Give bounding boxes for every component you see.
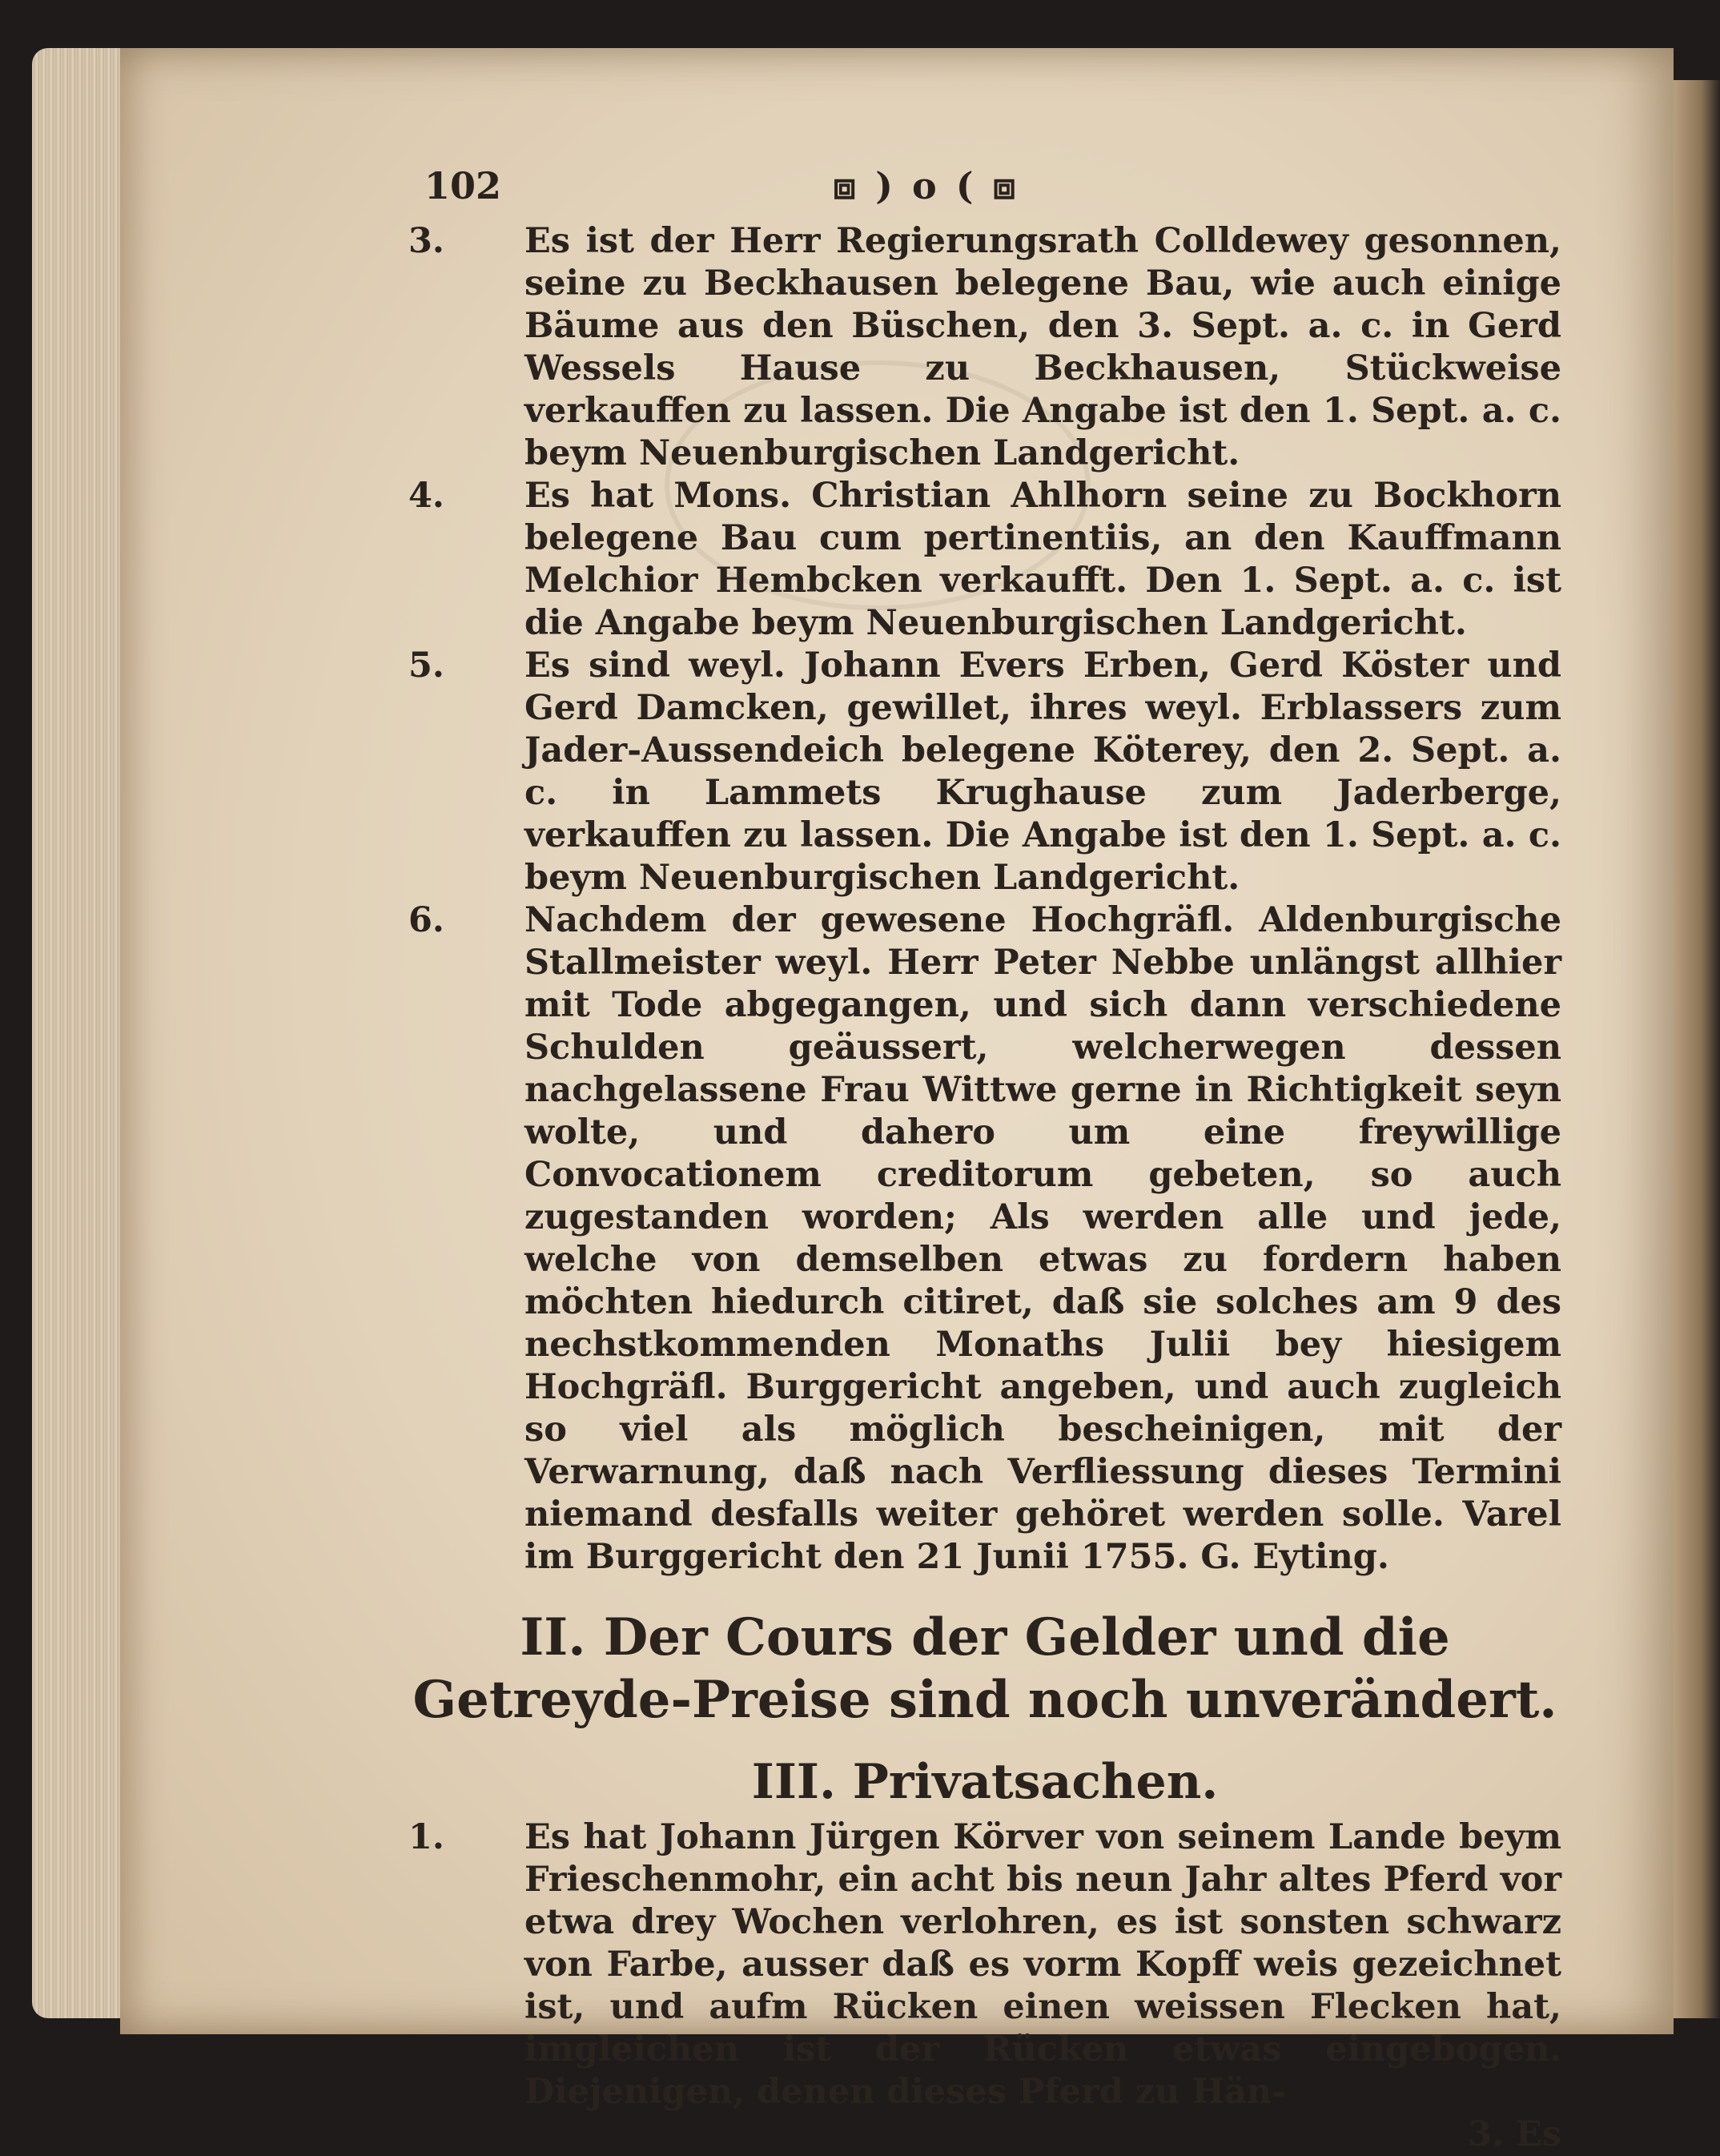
private-item-1 xyxy=(408,1816,1561,2114)
notice-item-3 xyxy=(408,220,1561,475)
page-number: 102 xyxy=(424,164,502,207)
item-number: 3. xyxy=(408,221,444,261)
section-heading-2: II. Der Cours der Gelder und die Getreyde-Preise sind noch unverändert. xyxy=(412,1607,1557,1730)
notice-item-4 xyxy=(408,475,1561,645)
section-heading-3: III. Privatsachen. xyxy=(751,1754,1219,1810)
item-text: Es hat Mons. Christian Ahlhorn seine zu Bockhorn belegene Bau cum pertinentiis, an den Kauffmann Melchior Hembcken verkaufft. Den 1. Sept. a. c. ist die Angabe beym Neuenburgischen Landgericht. xyxy=(524,476,1561,643)
page-header xyxy=(424,164,1658,220)
notice-item-5 xyxy=(408,645,1561,899)
book-page-edges xyxy=(32,48,128,2018)
notice-item-6 xyxy=(408,899,1561,1579)
item-text: Es hat Johann Jürgen Körver von seinem Lande beym Frieschenmohr, ein acht bis neun Jahr altes Pferd vor etwa drey Wochen verlohren, es ist sonsten schwarz von Farbe, ausser daß es vorm Kopff weis gezeichnet ist, und aufm Rücken einen weissen Flecken hat, imgleichen ist der Rücken etwas eingebogen. Diejenigen, denen dieses Pferd zu Hän- xyxy=(524,1817,1561,2112)
item-number: 4. xyxy=(408,476,444,516)
item-text: Es sind weyl. Johann Evers Erben, Gerd Köster und Gerd Damcken, gewillet, ihres weyl. Erblassers zum Jader-Aussendeich belegene Köterey, den 2. Sept. a. c. in Lammets Krughause zum Jaderberge, verkauffen zu lassen. Die Angabe ist den 1. Sept. a. c. beym Neuenburgischen Landgericht. xyxy=(524,646,1561,898)
item-text: Es ist der Herr Regierungsrath Colldewey gesonnen, seine zu Beckhausen belegene Bau, wie auch einige Bäume aus den Büschen, den 3. Sept. a. c. in Gerd Wessels Hause zu Beckhausen, Stückweise verkauffen zu lassen. Die Angabe ist den 1. Sept. a. c. beym Neuenburgischen Landgericht. xyxy=(524,221,1561,473)
item-number: 1. xyxy=(408,1817,444,1857)
item-text: Nachdem der gewesene Hochgräfl. Aldenburgische Stallmeister weyl. Herr Peter Nebbe unlängst allhier mit Tode abgegangen, und sich dann verschiedene Schulden geäussert, welcherwegen dessen nachgelassene Frau Wittwe gerne in Richtigkeit seyn wolte, und dahero um eine freywillige Convocationem creditorum gebeten, so auch zugestanden worden; Als werden alle und jede, welche von demselben etwas zu fordern haben möchten hiedurch citiret, daß sie solches am 9 des nechstkommenden Monaths Julii bey hiesigem Hochgräfl. Burggericht angeben, und auch zugleich so viel als möglich bescheinigen, mit der Verwarnung, daß nach Verfliessung dieses Termini niemand desfalls weiter gehöret werden solle. Varel im Burggericht den 21 Junii 1755. G. Eyting. xyxy=(524,900,1561,1577)
item-number: 5. xyxy=(408,646,444,686)
catchword: 3. Es xyxy=(1468,2114,1561,2154)
header-ornament: ⧈ ) o ( ⧈ xyxy=(833,164,1019,207)
facing-page-edge xyxy=(1674,80,1720,2018)
page-content xyxy=(408,220,1561,2156)
item-number: 6. xyxy=(408,900,444,940)
